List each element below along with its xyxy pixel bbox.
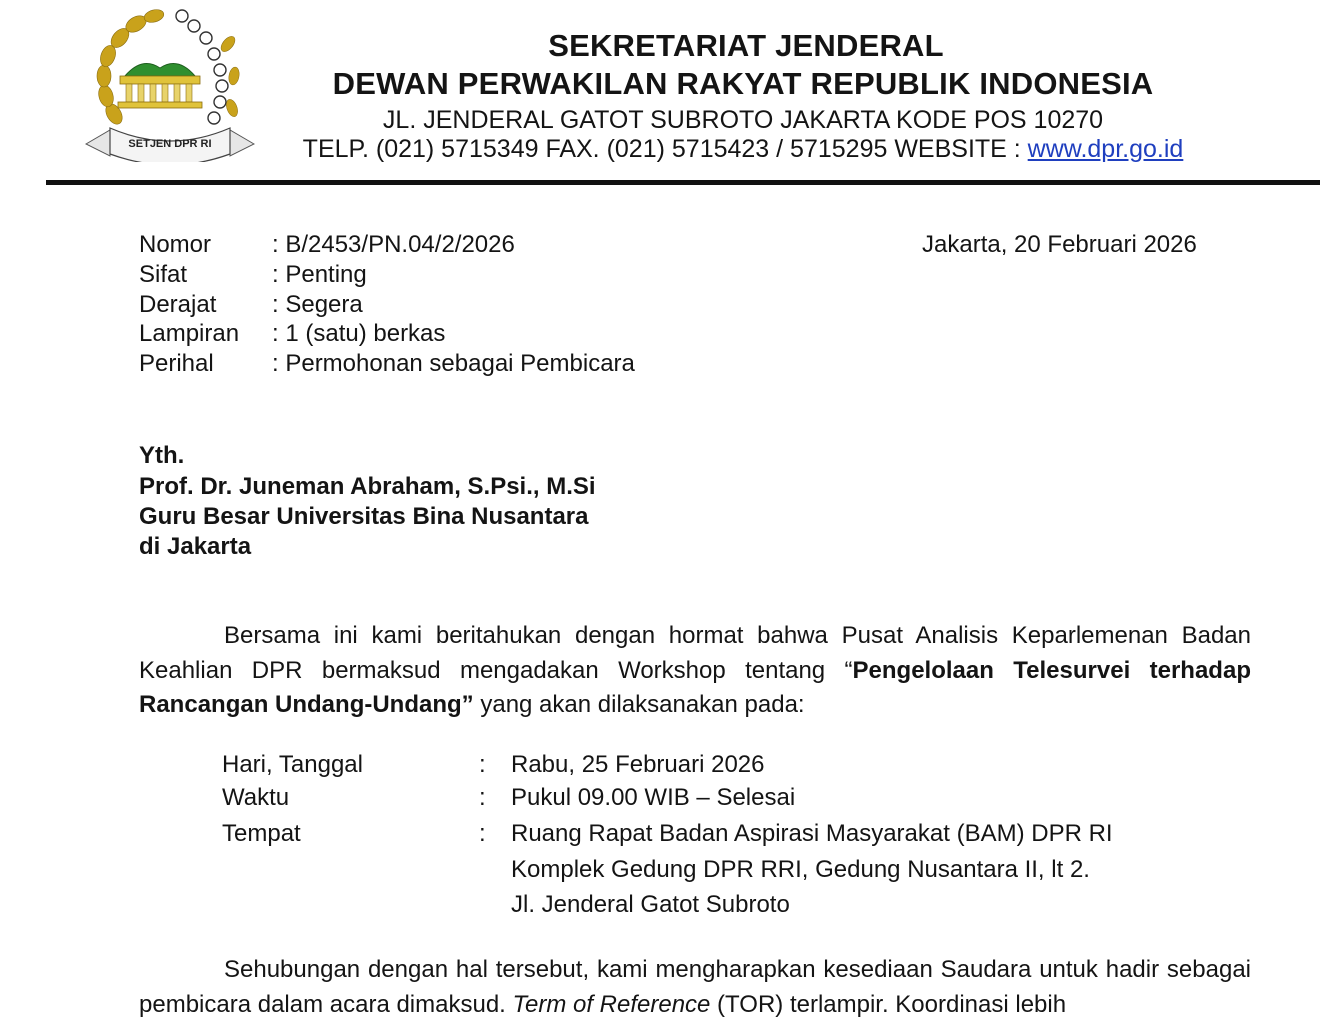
- svg-text:SETJEN DPR RI: SETJEN DPR RI: [128, 138, 212, 150]
- letterhead-address: JL. JENDERAL GATOT SUBROTO JAKARTA KODE POS 10270: [382, 106, 1104, 134]
- recipient-name: Prof. Dr. Juneman Abraham, S.Psi., M.Si: [139, 473, 596, 500]
- event-colon: :: [479, 784, 486, 811]
- paragraph-request: [139, 953, 1251, 1022]
- event-value-place-line2: Komplek Gedung DPR RRI, Gedung Nusantara II, lt 2.: [511, 856, 1090, 883]
- letterhead-line1: SEKRETARIAT JENDERAL: [548, 28, 944, 63]
- meta-label-perihal: Perihal: [139, 350, 214, 377]
- event-colon: :: [479, 820, 486, 847]
- recipient-title: Guru Besar Universitas Bina Nusantara: [139, 503, 589, 530]
- meta-value-sifat: : Penting: [272, 261, 367, 288]
- event-value-place: Ruang Rapat Badan Aspirasi Masyarakat (BAM) DPR RI: [511, 820, 1113, 847]
- tor-term: Term of Reference: [512, 990, 711, 1018]
- meta-label-nomor: Nomor: [139, 231, 212, 258]
- meta-value-derajat: : Segera: [272, 291, 363, 318]
- recipient-location: di Jakarta: [139, 533, 252, 560]
- workshop-title: Pengelolaan Telesurvei terhadap Rancangan Undang-Undang”: [139, 656, 1251, 718]
- paragraph-intro-end: yang akan dilaksanakan pada:: [473, 691, 805, 718]
- dpr-emblem-logo: [80, 4, 260, 162]
- contact-text: TELP. (021) 5715349 FAX. (021) 5715423 / 5715295 WEBSITE :: [302, 135, 1028, 163]
- event-value-place-line3: Jl. Jenderal Gatot Subroto: [511, 891, 790, 918]
- event-colon: :: [479, 751, 486, 778]
- meta-label-lampiran: Lampiran: [139, 320, 240, 347]
- recipient-salutation: Yth.: [139, 442, 185, 469]
- letterhead-divider: [46, 180, 1320, 185]
- meta-label-derajat: Derajat: [139, 291, 217, 318]
- event-label-date: Hari, Tanggal: [222, 751, 363, 778]
- meta-value-nomor: : B/2453/PN.04/2/2026: [272, 231, 515, 258]
- event-value-date: Rabu, 25 Februari 2026: [511, 751, 765, 778]
- meta-value-perihal: : Permohonan sebagai Pembicara: [272, 350, 635, 377]
- letterhead-contact: [278, 135, 1208, 164]
- website-link[interactable]: www.dpr.go.id: [1027, 135, 1184, 163]
- paragraph-intro-text: Bersama ini kami beritahukan dengan hormat bahwa Pusat Analisis Keparlemenan Badan Keahlian DPR bermaksud mengadakan Workshop tentang “: [139, 622, 1251, 684]
- event-value-time: Pukul 09.00 WIB – Selesai: [511, 784, 796, 811]
- meta-label-sifat: Sifat: [139, 261, 188, 288]
- paragraph-request-text: Sehubungan dengan hal tersebut, kami mengharapkan kesediaan Saudara untuk hadir sebagai pembicara dalam acara dimaksud.: [139, 956, 1251, 1018]
- letter-date: Jakarta, 20 Februari 2026: [922, 231, 1197, 258]
- meta-value-lampiran: : 1 (satu) berkas: [272, 320, 446, 347]
- event-label-place: Tempat: [222, 820, 301, 847]
- paragraph-intro: [139, 619, 1251, 723]
- event-label-time: Waktu: [222, 784, 290, 811]
- letterhead-line2: DEWAN PERWAKILAN RAKYAT REPUBLIK INDONESIA: [332, 66, 1154, 101]
- paragraph-request-end: (TOR) terlampir. Koordinasi lebih: [710, 990, 1067, 1018]
